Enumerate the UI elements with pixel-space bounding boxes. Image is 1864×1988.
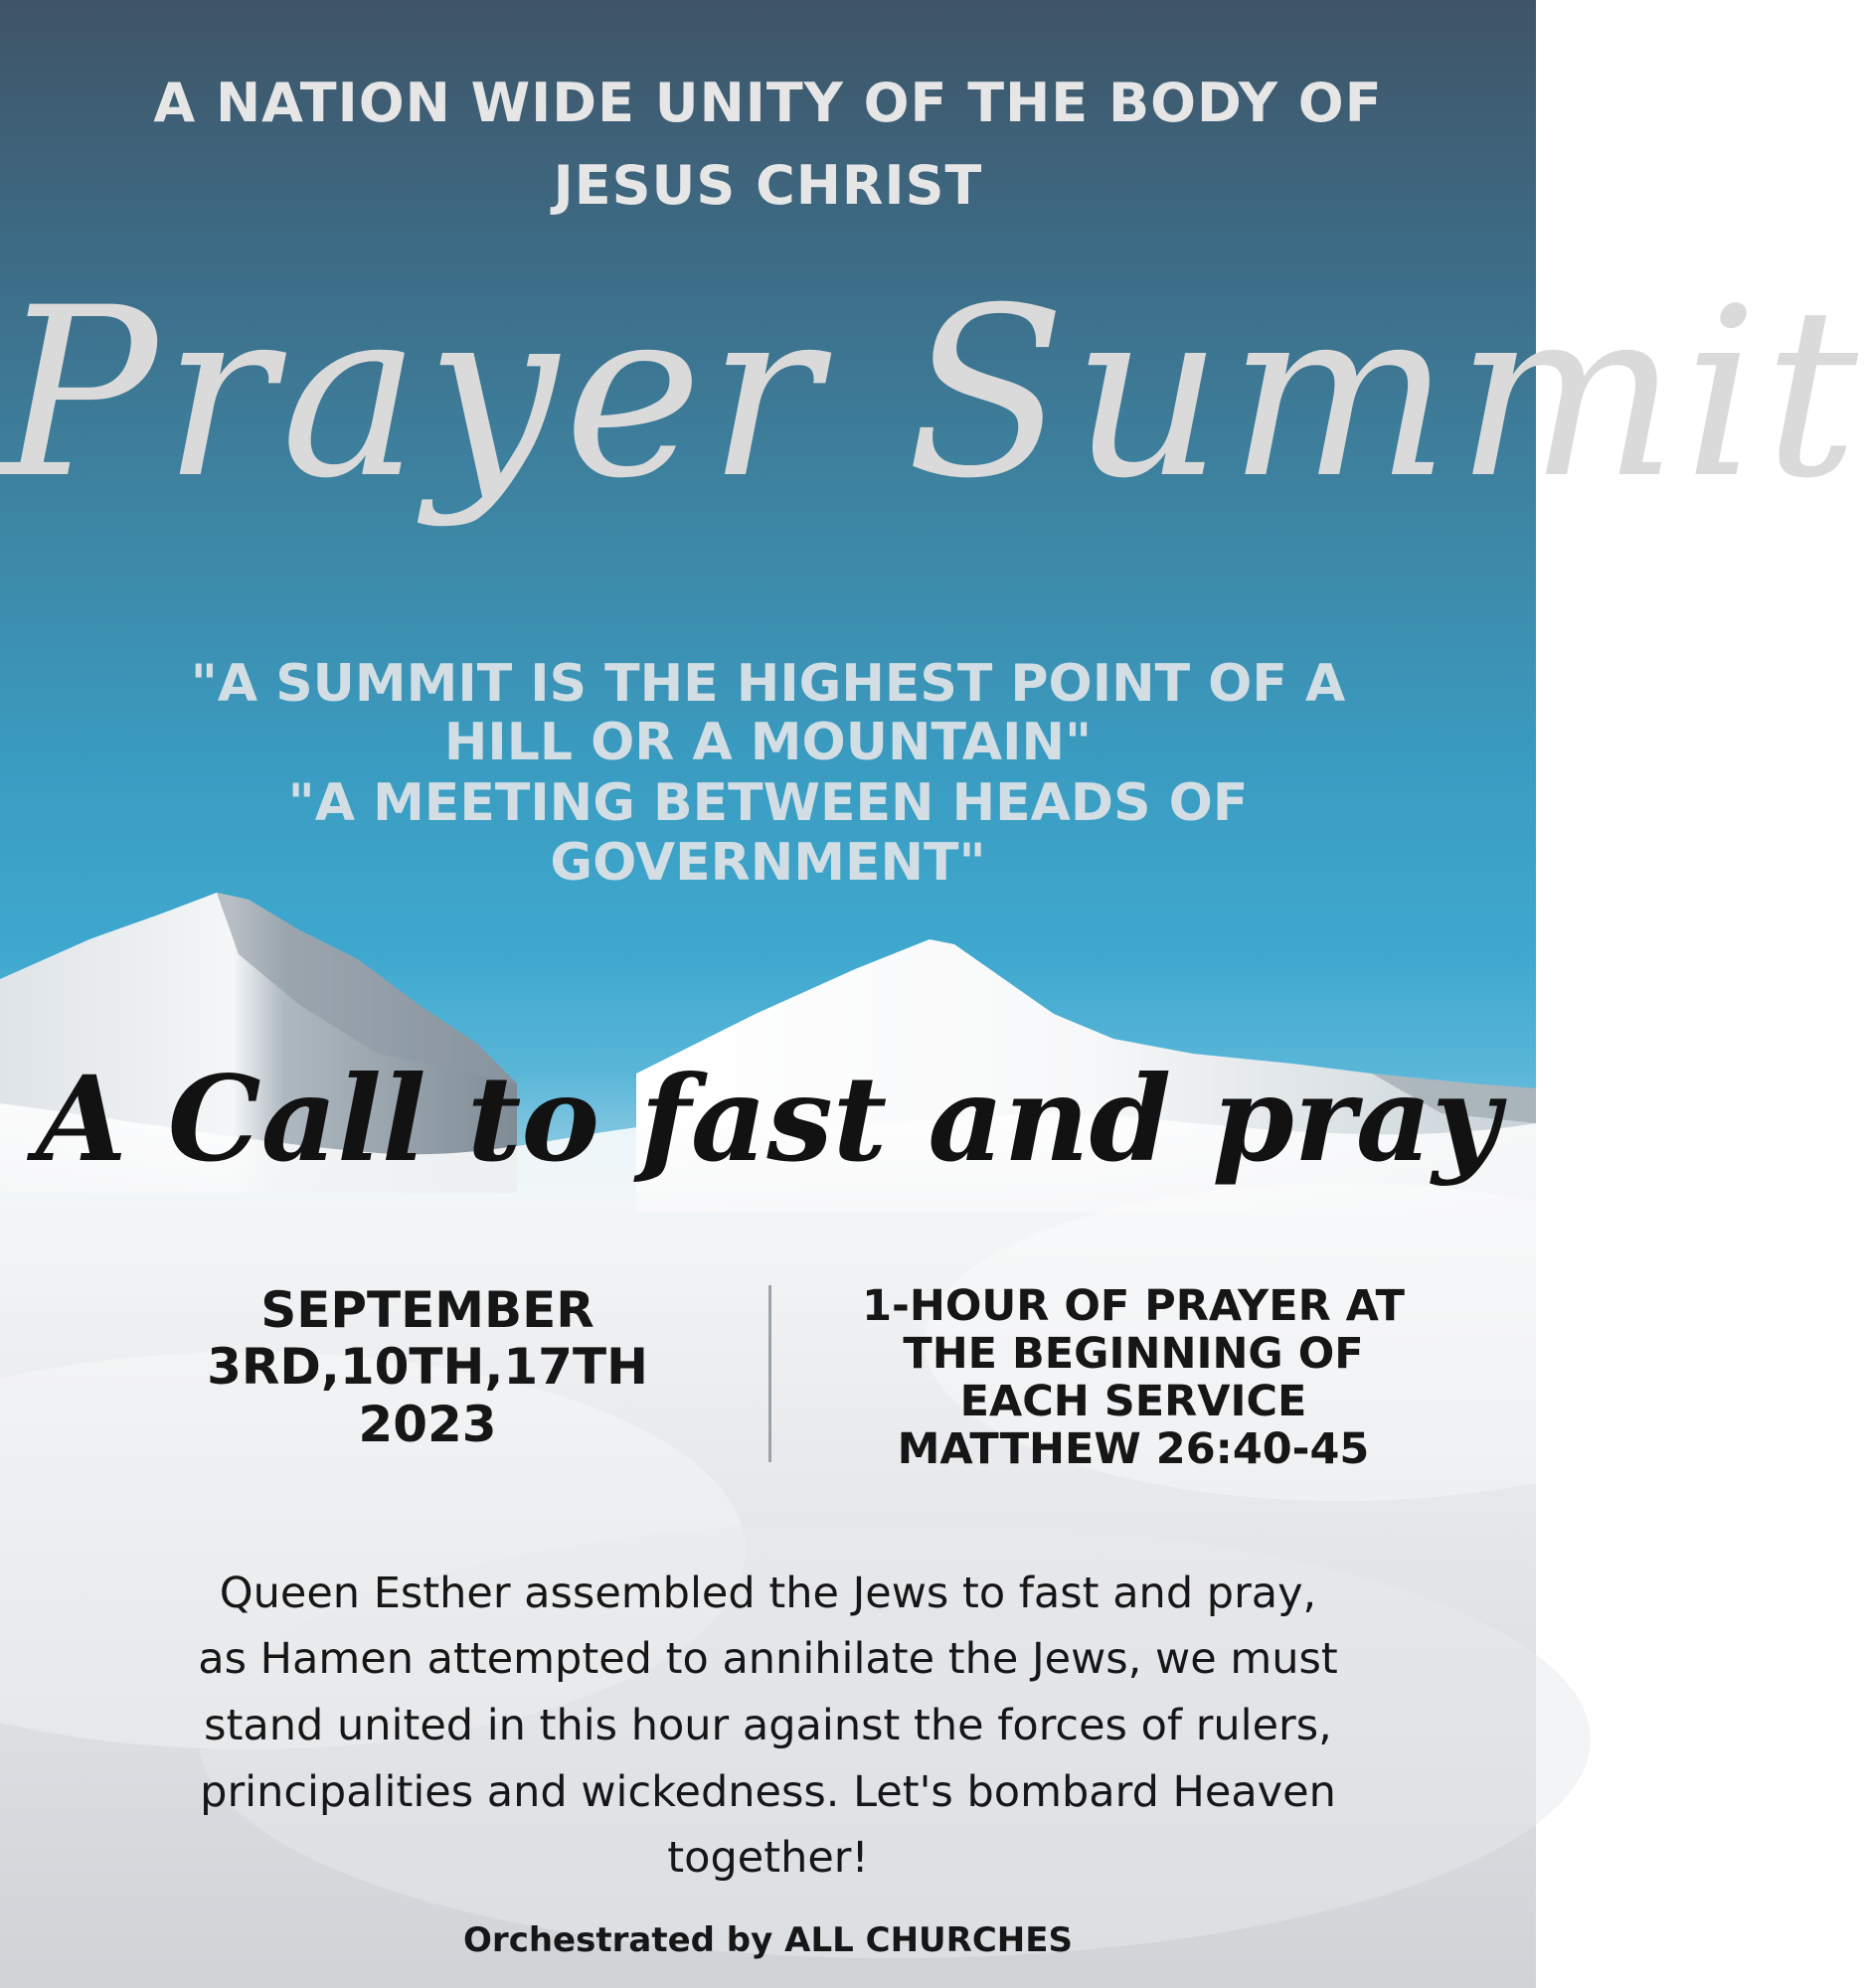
message-line-5: together! (667, 1833, 869, 1883)
header-line-2: JESUS CHRIST (553, 154, 983, 217)
definition-line-4: GOVERNMENT" (550, 833, 986, 893)
message-line-1: Queen Esther assembled the Jews to fast and pray, (219, 1569, 1317, 1618)
column-divider (768, 1285, 771, 1462)
message-line-4: principalities and wickedness. Let's bombard Heaven (200, 1767, 1336, 1817)
prayer-info-line-4: MATTHEW 26:40-45 (897, 1424, 1370, 1474)
definition-line-1: "A SUMMIT IS THE HIGHEST POINT OF A (190, 654, 1346, 714)
definition-line-2: HILL OR A MOUNTAIN" (443, 713, 1093, 772)
date-month: SEPTEMBER (260, 1281, 594, 1339)
footer-orchestrated-by: Orchestrated by ALL CHURCHES (463, 1920, 1073, 1960)
date-days: 3RD,10TH,17TH (207, 1338, 648, 1396)
message-line-2: as Hamen attempted to annihilate the Jews, we must (198, 1634, 1338, 1684)
definition-line-3: "A MEETING BETWEEN HEADS OF (287, 773, 1249, 833)
prayer-info-line-2: THE BEGINNING OF (903, 1329, 1364, 1379)
message-line-3: stand united in this hour against the forces of rulers, (204, 1701, 1332, 1750)
prayer-info-line-1: 1-HOUR OF PRAYER AT (862, 1281, 1405, 1331)
date-year: 2023 (358, 1396, 497, 1453)
header-line-1: A NATION WIDE UNITY OF THE BODY OF (153, 72, 1383, 134)
prayer-info-line-3: EACH SERVICE (959, 1377, 1307, 1426)
title-prayer-summit: Prayer Summit (0, 258, 1864, 530)
call-to-fast-and-pray: A Call to fast and pray (36, 1050, 1500, 1188)
